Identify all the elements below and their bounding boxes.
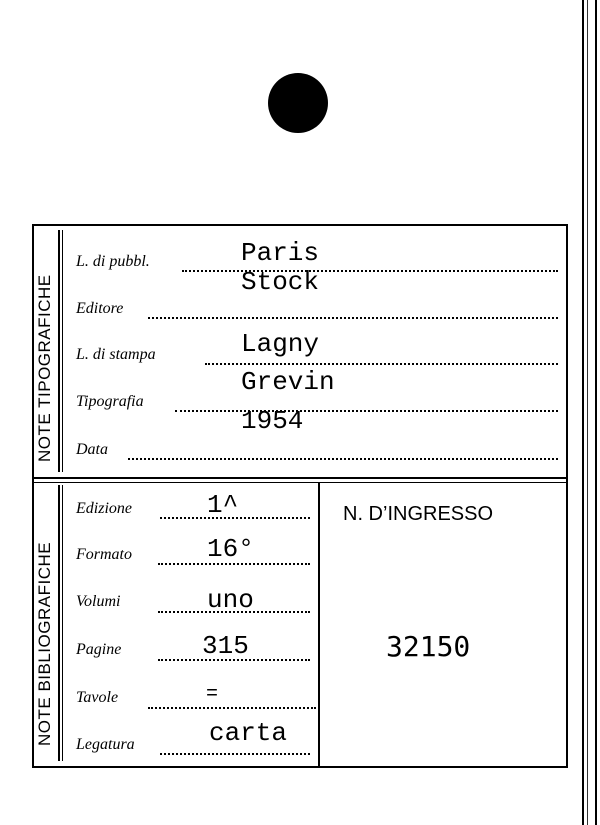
label-column-line xyxy=(62,230,63,472)
label-formato: Formato xyxy=(76,546,132,563)
value-legatura: carta xyxy=(209,718,288,748)
value-data: 1954 xyxy=(241,406,304,436)
value-tipografia: Grevin xyxy=(241,367,335,397)
label-luogo-stampa: L. di stampa xyxy=(76,346,156,363)
label-data: Data xyxy=(76,441,108,458)
ingresso-label: N. D’INGRESSO xyxy=(343,503,494,525)
card-edge-line xyxy=(587,0,588,825)
label-editore: Editore xyxy=(76,300,124,317)
label-column-line xyxy=(58,230,60,472)
label-tipografia: Tipografia xyxy=(76,393,144,410)
value-luogo-stampa: Lagny xyxy=(241,329,320,359)
label-luogo-pubblicazione: L. di pubbl. xyxy=(76,253,150,270)
label-tavole: Tavole xyxy=(76,689,119,706)
dotted-line xyxy=(205,363,558,365)
frame-bottom-line xyxy=(32,766,568,768)
dotted-line xyxy=(182,270,558,272)
label-volumi: Volumi xyxy=(76,593,121,610)
ingresso-number: 32150 xyxy=(386,630,471,663)
label-legatura: Legatura xyxy=(76,736,135,753)
frame-right-line xyxy=(566,224,568,768)
side-label-bibliografiche: NOTE BIBLIOGRAFICHE xyxy=(35,541,54,746)
value-luogo-pubblicazione: Paris xyxy=(241,238,320,268)
section-divider-line xyxy=(32,477,568,479)
dotted-line xyxy=(128,458,558,460)
card-edge-line xyxy=(595,0,597,825)
value-pagine: 315 xyxy=(202,631,249,661)
dotted-line xyxy=(160,753,310,755)
label-column-line xyxy=(62,485,63,761)
frame-top-line xyxy=(32,224,568,226)
section-divider-line xyxy=(32,482,568,483)
dotted-line xyxy=(175,410,558,412)
dotted-line xyxy=(148,707,316,709)
value-formato: 16° xyxy=(207,534,254,564)
card-edge-line xyxy=(582,0,584,825)
value-tavole: = xyxy=(206,683,219,706)
ingresso-column-line xyxy=(318,483,320,766)
value-edizione: 1^ xyxy=(207,490,239,520)
label-pagine: Pagine xyxy=(76,641,122,658)
dotted-line xyxy=(148,317,558,319)
side-label-tipografiche: NOTE TIPOGRAFICHE xyxy=(35,274,54,462)
label-column-line xyxy=(58,485,60,761)
label-edizione: Edizione xyxy=(76,500,132,517)
punch-hole xyxy=(268,73,328,133)
frame-left-line xyxy=(32,224,34,768)
value-editore: Stock xyxy=(241,267,320,297)
value-volumi: uno xyxy=(207,585,254,615)
